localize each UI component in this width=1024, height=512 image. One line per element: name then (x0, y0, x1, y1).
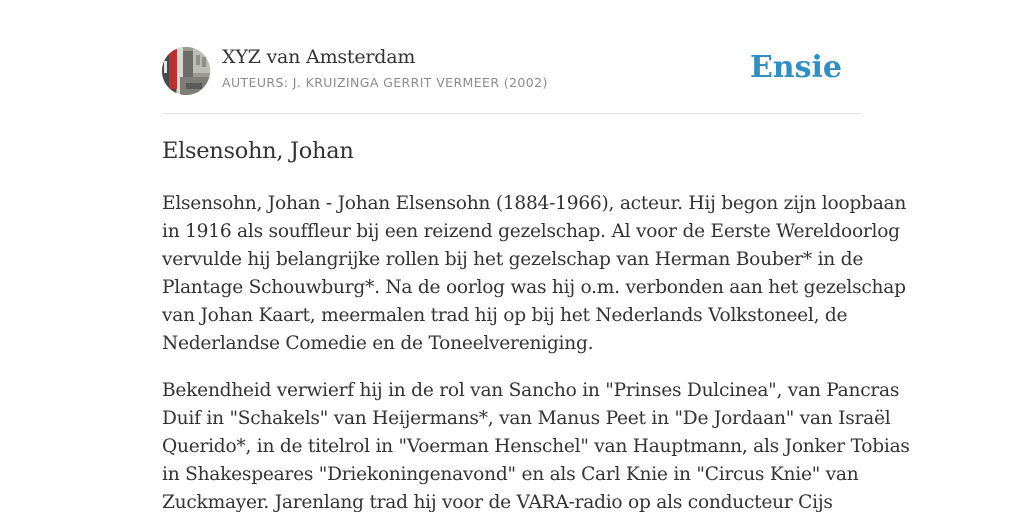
text-line: Plantage Schouwburg*. Na de oorlog was hij o.m. verbonden aan het gezelschap (162, 277, 906, 298)
text-line: van Johan Kaart, meermalen trad hij op bij het Nederlands Volkstoneel, de (162, 305, 848, 326)
book-title[interactable]: XYZ van Amsterdam (222, 46, 416, 68)
text-line: in 1916 als souffleur bij een reizend gezelschap. Al voor de Eerste Wereldoorlog (162, 221, 900, 242)
text-line: Nederlandse Comedie en de Toneelvereniging. (162, 333, 594, 354)
text-line: Zuckmayer. Jarenlang trad hij voor de VARA-radio op als conducteur Cijs (162, 492, 833, 512)
entry-paragraph (162, 190, 907, 358)
book-cover-icon[interactable] (162, 47, 210, 95)
entry-body (162, 190, 910, 512)
entry-paragraph (162, 377, 910, 512)
book-authors: AUTEURS: J. KRUIZINGA GERRIT VERMEER (2002) (222, 75, 548, 90)
book-header (162, 46, 862, 96)
brand-logo[interactable]: Ensie (749, 50, 842, 85)
text-line: in Shakespeares "Driekoningenavond" en als Carl Knie in "Circus Knie" van (162, 464, 859, 485)
text-line: Duif in "Schakels" van Heijermans*, van Manus Peet in "De Jordaan" van Israël (162, 408, 891, 429)
entry-title: Elsensohn, Johan (162, 138, 354, 164)
text-line: Bekendheid verwierf hij in de rol van Sancho in "Prinses Dulcinea", van Pancras (162, 380, 900, 401)
text-line: Querido*, in de titelrol in "Voerman Henschel" van Hauptmann, als Jonker Tobias (162, 436, 910, 457)
header-divider (162, 113, 862, 114)
text-line: Elsensohn, Johan - Johan Elsensohn (1884-1966), acteur. Hij begon zijn loopbaan (162, 193, 907, 214)
text-line: vervulde hij belangrijke rollen bij het gezelschap van Herman Bouber* in de (162, 249, 864, 270)
